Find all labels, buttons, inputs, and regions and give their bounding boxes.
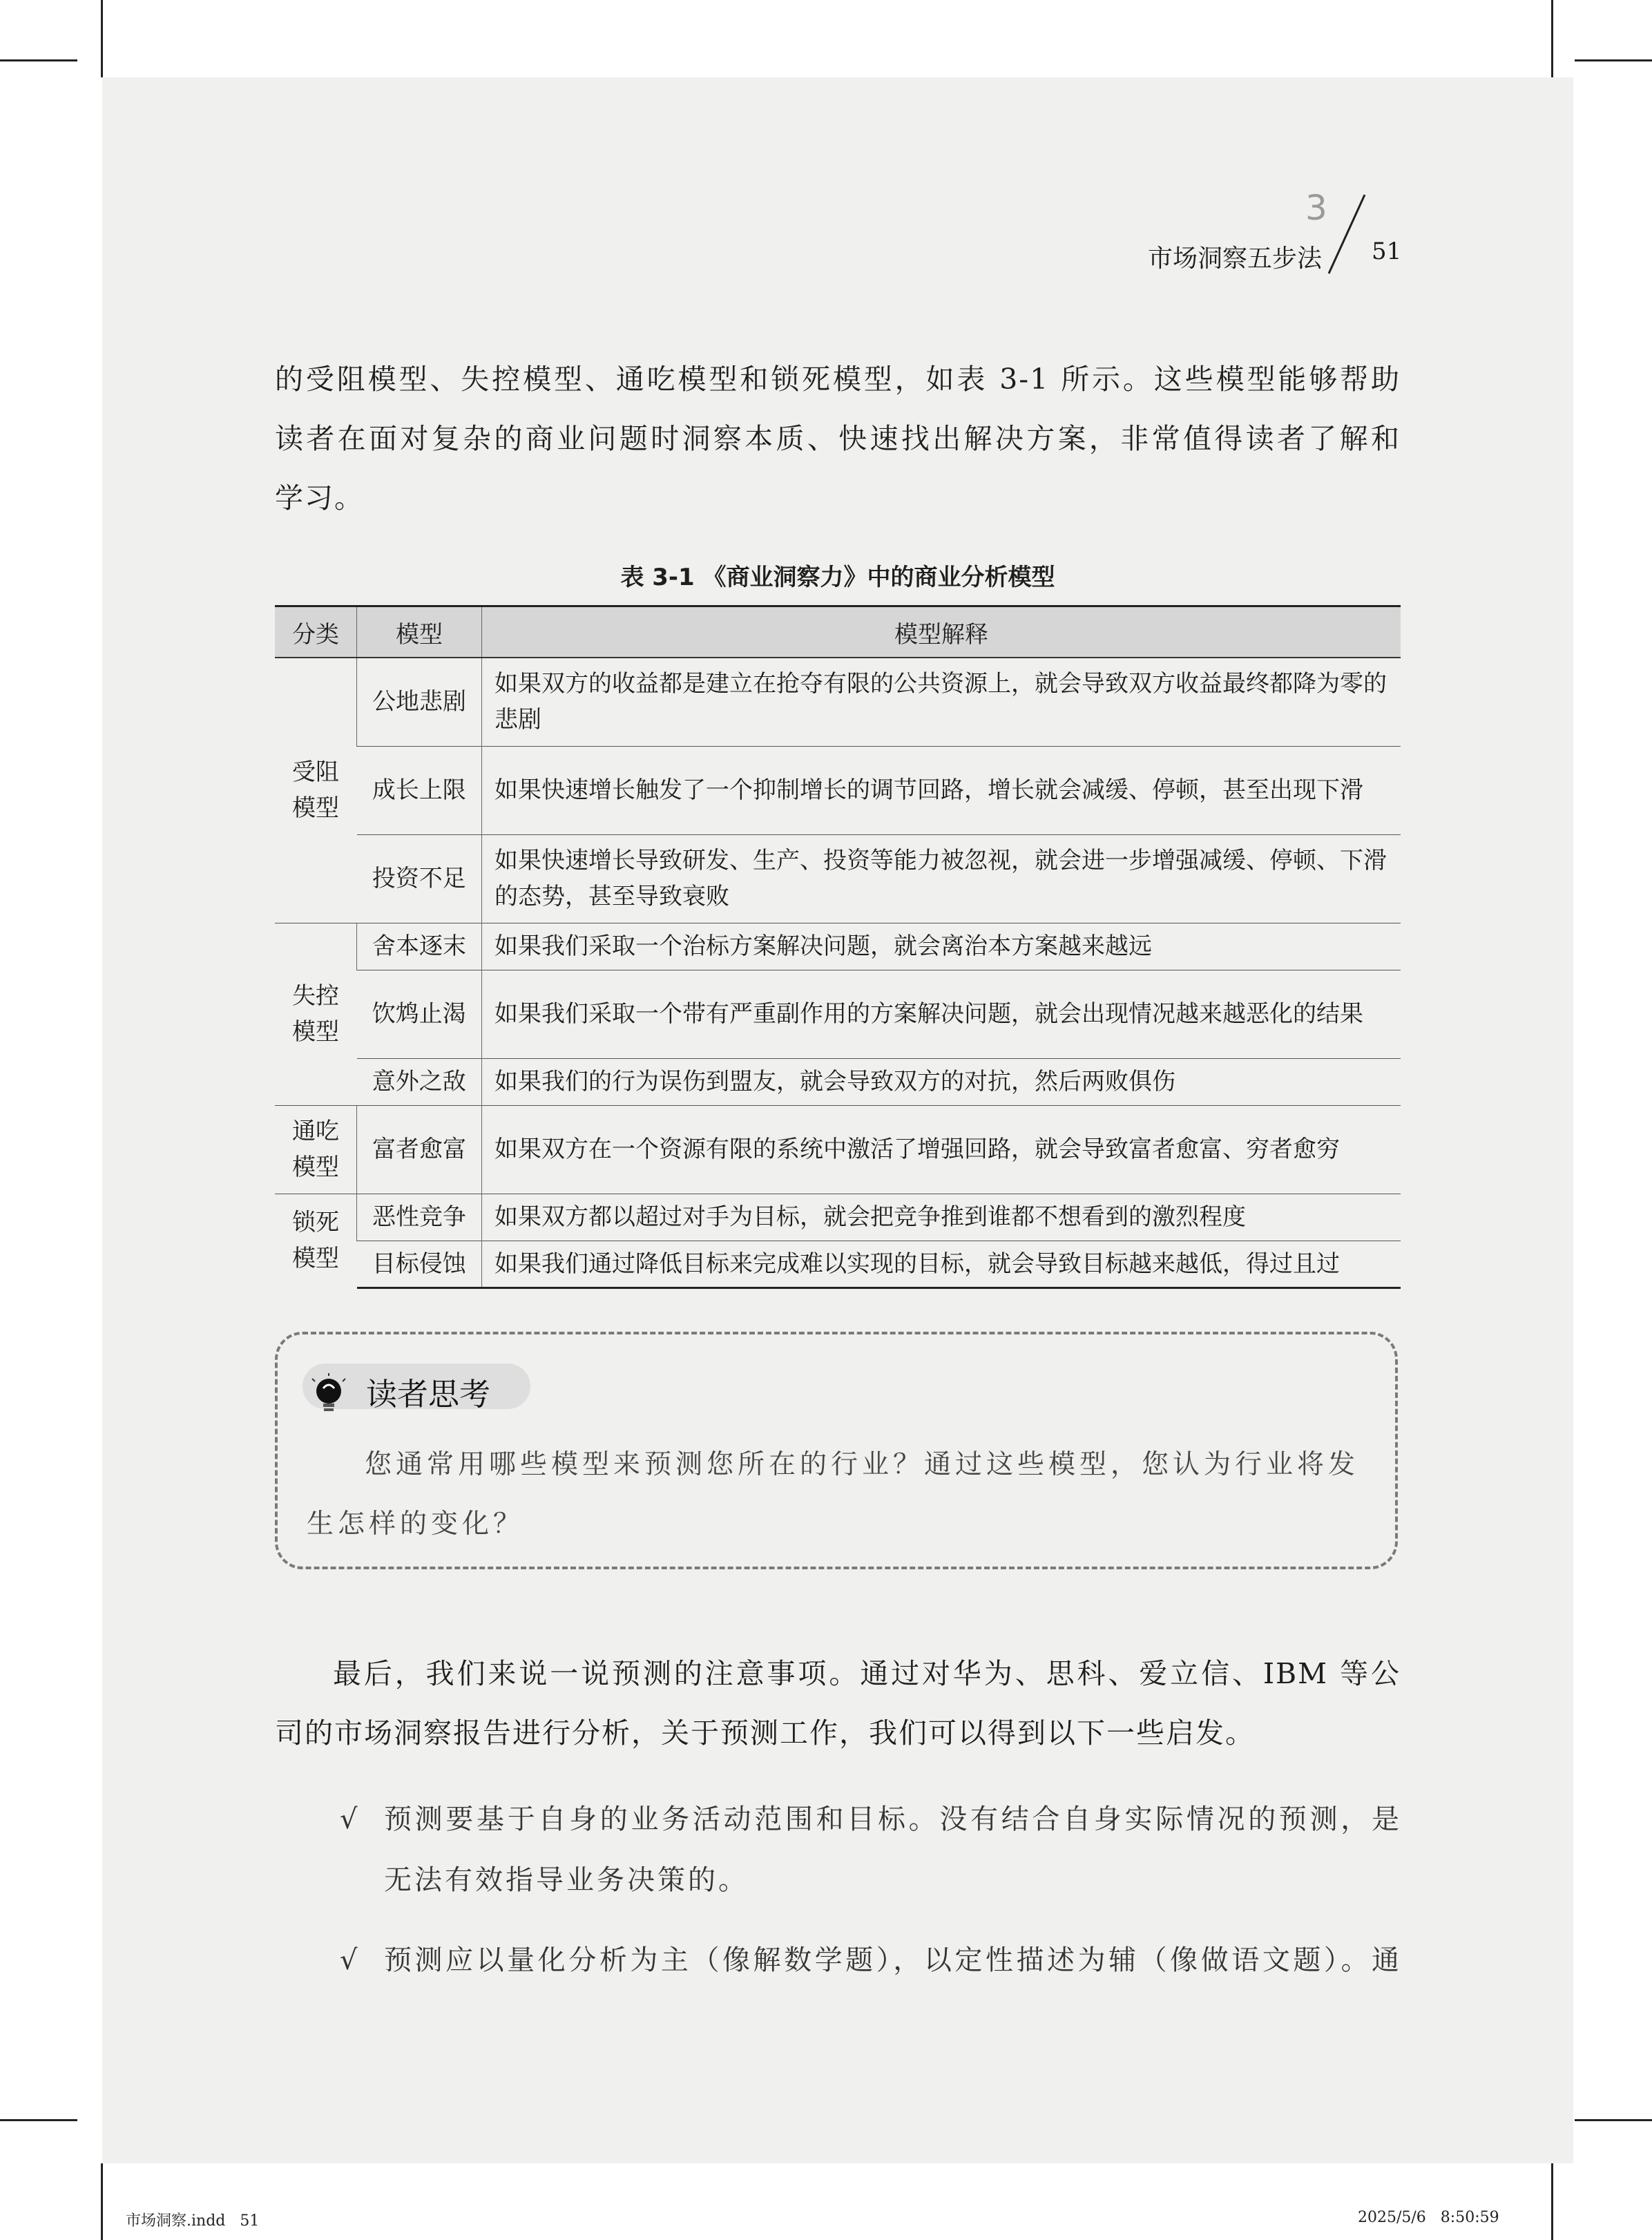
category-cell: 受阻 模型 <box>275 658 357 923</box>
explanation-cell: 如果双方都以超过对手为目标，就会把竞争推到谁都不想看到的激烈程度 <box>482 1194 1401 1241</box>
crop-mark <box>0 59 77 61</box>
explanation-cell: 如果我们采取一个治标方案解决问题，就会离治本方案越来越远 <box>482 923 1401 970</box>
crop-mark <box>1575 59 1652 61</box>
bullet-item <box>341 1930 1402 1991</box>
bullet-line: 预测应以量化分析为主（像解数学题），以定性描述为辅（像做语文题）。通 <box>384 1944 1402 1976</box>
reader-thinking-title: 读者思考 <box>366 1376 491 1413</box>
table-row <box>275 1058 1401 1105</box>
header-category: 分类 <box>275 606 357 658</box>
explanation-cell: 如果双方的收益都是建立在抢夺有限的公共资源上，就会导致双方收益最终都降为零的悲剧 <box>482 658 1401 746</box>
model-cell: 成长上限 <box>357 746 482 834</box>
explanation-cell: 如果快速增长触发了一个抑制增长的调节回路，增长就会减缓、停顿，甚至出现下滑 <box>482 746 1401 834</box>
intro-line-1: 的受阻模型、失控模型、通吃模型和锁死模型，如表 3-1 所示。这些模型能够帮助 <box>275 363 1401 396</box>
table-row <box>275 658 1401 746</box>
model-cell: 饮鸩止渴 <box>357 970 482 1058</box>
page-number: 51 <box>1372 238 1402 265</box>
category-cell: 失控 模型 <box>275 923 357 1105</box>
header-explanation: 模型解释 <box>482 606 1401 658</box>
intro-line-3: 学习。 <box>275 481 364 515</box>
table-caption: 表 3-1 《商业洞察力》中的商业分析模型 <box>620 564 1055 591</box>
crop-mark <box>101 0 103 77</box>
reader-thinking-text: 您通常用哪些模型来预测您所在的行业？通过这些模型，您认为行业将发生怎样的变化？ <box>307 1449 1360 1540</box>
closing-line-1: 最后，我们来说一说预测的注意事项。通过对华为、思科、爱立信、IBM 等公 <box>333 1657 1401 1690</box>
business-models-table <box>275 605 1401 1289</box>
header-divider-slash <box>1326 193 1367 276</box>
category-cell: 通吃 模型 <box>275 1105 357 1194</box>
table-row <box>275 834 1401 923</box>
intro-line-2: 读者在面对复杂的商业问题时洞察本质、快速找出解决方案，非常值得读者了解和 <box>275 422 1401 455</box>
table-row <box>275 1241 1401 1287</box>
table-row <box>275 1194 1401 1241</box>
explanation-cell: 如果双方在一个资源有限的系统中激活了增强回路，就会导致富者愈富、穷者愈穷 <box>482 1105 1401 1194</box>
crop-mark <box>1551 0 1553 77</box>
explanation-cell: 如果我们的行为误伤到盟友，就会导致双方的对抗，然后两败俱伤 <box>482 1058 1401 1105</box>
crop-mark <box>101 2163 103 2240</box>
bullet-line: 无法有效指导业务决策的。 <box>384 1864 749 1896</box>
chapter-title: 市场洞察五步法 <box>1148 245 1323 273</box>
explanation-cell: 如果快速增长导致研发、生产、投资等能力被忽视，就会进一步增强减缓、停顿、下滑的态势，甚至导致衰败 <box>482 834 1401 923</box>
model-cell: 目标侵蚀 <box>357 1241 482 1287</box>
table-row <box>275 923 1401 970</box>
table-header-row <box>275 606 1401 658</box>
header-model: 模型 <box>357 606 482 658</box>
closing-line-2: 司的市场洞察报告进行分析，关于预测工作，我们可以得到以下一些启发。 <box>275 1716 1255 1750</box>
reader-thinking-box <box>275 1332 1398 1569</box>
model-cell: 投资不足 <box>357 834 482 923</box>
model-cell: 舍本逐末 <box>357 923 482 970</box>
model-cell: 公地悲剧 <box>357 658 482 746</box>
footer-timestamp: 2025/5/6 8:50:59 <box>1358 2209 1499 2226</box>
table-row <box>275 1105 1401 1194</box>
footer-file-name: 市场洞察.indd 51 <box>126 2212 260 2230</box>
check-mark: √ <box>340 1803 361 1835</box>
crop-mark <box>1551 2163 1553 2240</box>
explanation-cell: 如果我们采取一个带有严重副作用的方案解决问题，就会出现情况越来越恶化的结果 <box>482 970 1401 1058</box>
chapter-number: 3 <box>1305 188 1327 228</box>
table-row <box>275 970 1401 1058</box>
category-cell: 锁死 模型 <box>275 1194 357 1287</box>
crop-mark <box>0 2119 77 2121</box>
table-row <box>275 746 1401 834</box>
bullet-item <box>341 1789 1402 1911</box>
model-cell: 恶性竞争 <box>357 1194 482 1241</box>
bullet-line: 预测要基于自身的业务活动范围和目标。没有结合自身实际情况的预测，是 <box>384 1803 1402 1835</box>
lightbulb-icon <box>308 1372 352 1416</box>
model-cell: 意外之敌 <box>357 1058 482 1105</box>
explanation-cell: 如果我们通过降低目标来完成难以实现的目标，就会导致目标越来越低，得过且过 <box>482 1241 1401 1287</box>
model-cell: 富者愈富 <box>357 1105 482 1194</box>
check-mark: √ <box>340 1944 361 1976</box>
crop-mark <box>1575 2119 1652 2121</box>
